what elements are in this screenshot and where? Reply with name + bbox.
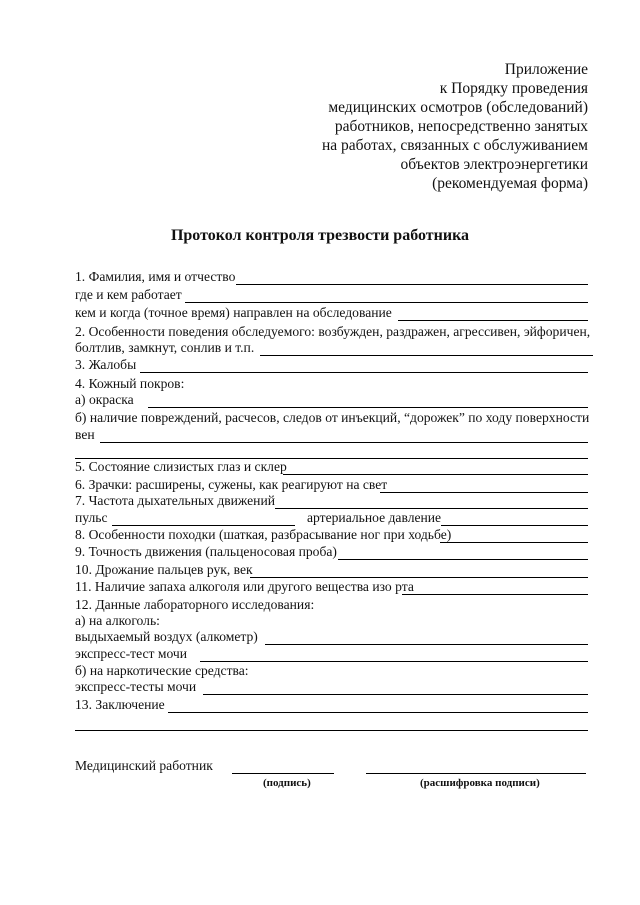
field-accuracy-label: 9. Точность движения (пальценосовая проба) — [75, 544, 337, 559]
field-behavior-line[interactable] — [260, 355, 593, 356]
appendix-line: к Порядку проведения — [439, 80, 588, 97]
field-pressure-line[interactable] — [441, 525, 588, 526]
field-breathalyzer-line[interactable] — [265, 644, 588, 645]
field-behavior-label-cont: болтлив, замкнут, сонлив и т.п. — [75, 340, 255, 355]
appendix-line: медицинских осмотров (обследований) — [328, 99, 588, 116]
field-odor-line[interactable] — [402, 594, 588, 595]
field-skin-color-label: а) окраска — [75, 392, 134, 407]
field-odor-label: 11. Наличие запаха алкоголя или другого вещества изо рта — [75, 579, 414, 594]
field-fio-line[interactable] — [236, 284, 588, 285]
field-accuracy-line[interactable] — [338, 559, 588, 560]
field-urine-test-label: экспресс-тест мочи — [75, 646, 188, 661]
field-skin-label: 4. Кожный покров: — [75, 376, 185, 391]
field-eyes-label: 5. Состояние слизистых глаз и склер — [75, 459, 287, 474]
appendix-line: работников, непосредственно занятых — [334, 118, 588, 135]
field-urine-test-line[interactable] — [200, 661, 588, 662]
signature-caption: (подпись) — [263, 777, 311, 789]
field-conclusion-label: 13. Заключение — [75, 697, 165, 712]
field-skin-damage-label: б) наличие повреждений, расчесов, следов от инъекций, “дорожек” по ходу поверхности — [75, 410, 590, 425]
field-pupils-label: 6. Зрачки: расширены, сужены, как реагируют на свет — [75, 477, 388, 492]
field-tremor-label: 10. Дрожание пальцев рук, век — [75, 562, 253, 577]
signature-label: Медицинский работник — [75, 758, 213, 773]
field-conclusion-line-2[interactable] — [75, 730, 588, 731]
field-lab-drugs-label: б) на наркотические средства: — [75, 663, 249, 678]
field-gait-label: 8. Особенности походки (шаткая, разбрасывание ног при ходьбе) — [75, 527, 452, 542]
appendix-line: Приложение — [504, 61, 588, 78]
signature-decode-line[interactable] — [366, 773, 586, 774]
field-workplace-label: где и кем работает — [75, 287, 182, 302]
appendix-line: объектов электроэнергетики — [400, 156, 588, 173]
field-drug-tests-label: экспресс-тесты мочи — [75, 679, 197, 694]
field-tremor-line[interactable] — [250, 577, 588, 578]
field-eyes-line[interactable] — [283, 474, 588, 475]
appendix-block — [322, 60, 588, 193]
field-complaints-line[interactable] — [140, 372, 588, 373]
appendix-line: (рекомендуемая форма) — [432, 175, 588, 192]
field-behavior-label: 2. Особенности поведения обследуемого: возбужден, раздражен, агрессивен, эйфоричен, — [75, 324, 591, 339]
field-referral-line[interactable] — [398, 320, 588, 321]
field-skin-damage-line[interactable] — [100, 442, 588, 443]
field-pulse-line[interactable] — [112, 525, 295, 526]
field-pulse-label: пульс — [75, 510, 108, 525]
field-lab-alcohol-label: а) на алкоголь: — [75, 613, 160, 628]
field-gait-line[interactable] — [440, 542, 588, 543]
field-pressure-label: артериальное давление — [307, 510, 442, 525]
field-fio-label: 1. Фамилия, имя и отчество — [75, 269, 236, 284]
field-breath-line[interactable] — [275, 508, 588, 509]
field-pupils-line[interactable] — [380, 492, 588, 493]
field-conclusion-line[interactable] — [168, 712, 588, 713]
field-breathalyzer-label: выдыхаемый воздух (алкометр) — [75, 629, 258, 644]
field-skin-color-line[interactable] — [148, 407, 588, 408]
field-complaints-label: 3. Жалобы — [75, 357, 137, 372]
signature-line[interactable] — [232, 773, 334, 774]
field-breath-label: 7. Частота дыхательных движений — [75, 493, 276, 508]
appendix-line: на работах, связанных с обслуживанием — [321, 137, 588, 154]
field-lab-label: 12. Данные лабораторного исследования: — [75, 597, 315, 612]
page-title: Протокол контроля трезвости работника — [170, 227, 470, 244]
field-drug-tests-line[interactable] — [203, 694, 588, 695]
signature-decode-caption: (расшифровка подписи) — [420, 777, 540, 789]
field-skin-damage-label-cont: вен — [75, 427, 95, 442]
field-referral-label: кем и когда (точное время) направлен на обследование — [75, 305, 392, 320]
field-workplace-line[interactable] — [185, 302, 588, 303]
